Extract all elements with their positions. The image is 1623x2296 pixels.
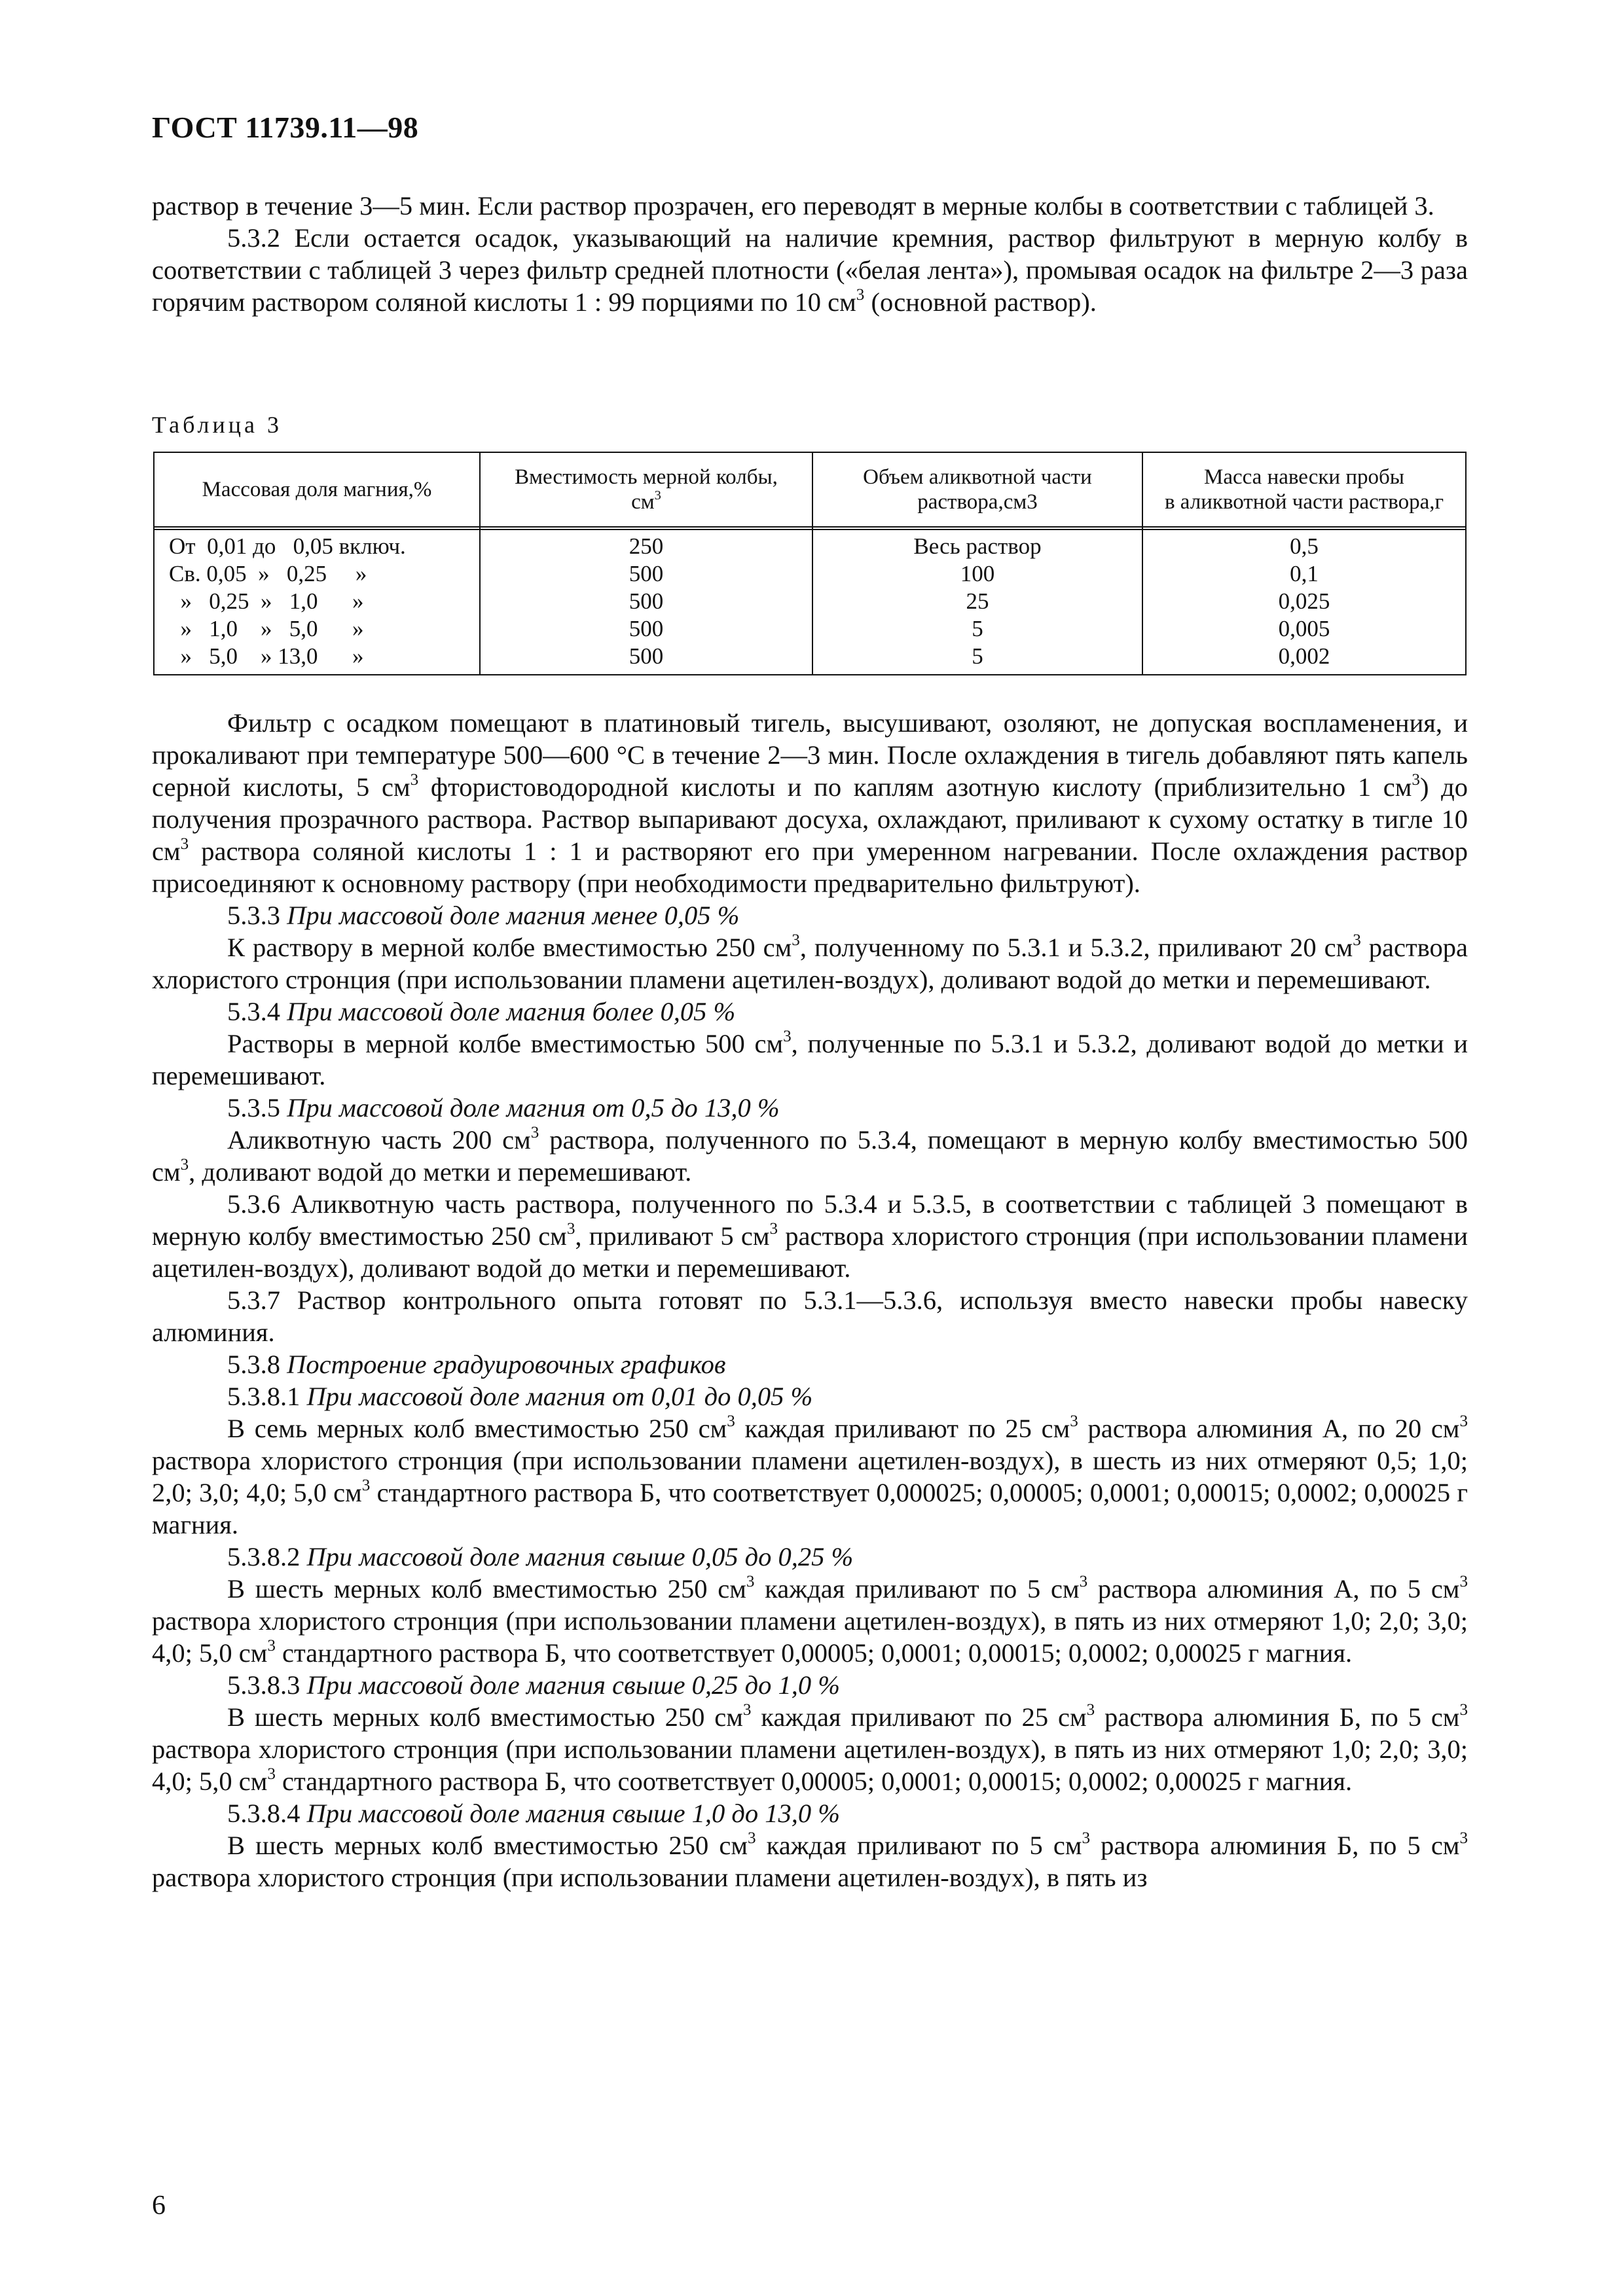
paragraph-5-3-5: Аликвотную часть 200 $см^3$ раствора, полученного по 5.3.4, помещают в мерную колбу вместимостью 500 $см^3$, доливают водой до метки и перемешивают. xyxy=(152,1124,1468,1187)
paragraph-filter: Фильтр с осадком помещают в платиновый тигель, высушивают, озоляют, не допуская воспламенения, и прокаливают при температуре 500—600 °С в течение 2—3 мин. После охлаждения в тигель добавляют пять капель серной кислоты, 5 $см^3$ фтористоводородной кислоты и по каплям азотную кислоту (приблизительно 1 $см^3$) до получения прозрачного раствора. Раствор выпаривают досуха, охлаждают, приливают к сухому остатку в тигле 10 $см^3$ раствора соляной кислоты 1 : 1 и растворяют его при умеренном нагревании. После охлаждения раствор присоединяют к основному раствору (при необходимости предварительно фильтруют). xyxy=(152,708,1468,898)
header-sample-mass: Масса навески пробы в аликвотной части раствора,г xyxy=(1164,465,1444,514)
table-caption: Таблица 3 xyxy=(152,412,282,438)
table-row: » 5,0 » 13,0 » 500 5 0,002 xyxy=(169,643,1330,669)
heading-5-3-8: 5.3.8 Построение градуировочных графиков xyxy=(227,1350,726,1379)
paragraph-5-3-8-1: В семь мерных колб вместимостью 250 $см^3$ каждая приливают по 25 $см^3$ раствора алюминия А, по 20 $см^3$ раствора хлористого стронция (при использовании пламени ацетилен-воздух), в шесть из них отмеряют 0,5; 1,0; 2,0; 3,0; 4,0; 5,0 $см^3$ стандартного раствора Б, что соответствует 0,000025; 0,00005; 0,0001; 0,00015; 0,0002; 0,00025 г магния. xyxy=(152,1412,1468,1539)
document-header: ГОСТ 11739.11—98 xyxy=(152,111,419,144)
paragraph-5-3-3: К раствору в мерной колбе вместимостью 250 $см^3$, полученному по 5.3.1 и 5.3.2, приливают 20 $см^3$ раствора хлористого стронция (при использовании пламени ацетилен-воздух), доливают водой до метки и перемешивают. xyxy=(152,931,1468,994)
table-row: От 0,01 до 0,05 включ. 250 Весь раствор 0,5 xyxy=(169,533,1319,559)
header-aliquot-volume: Объем аликвотной части раствора,см3 xyxy=(863,465,1092,514)
heading-5-3-8-2: 5.3.8.2 При массовой доле магния свыше 0,05 до 0,25 % xyxy=(227,1542,854,1571)
heading-5-3-3: 5.3.3 При массовой доле магния менее 0,05 % xyxy=(227,901,740,930)
paragraph-5-3-2: 5.3.2 Если остается осадок, указывающий на наличие кремния, раствор фильтруют в мерную колбу в соответствии с таблицей 3 через фильтр средней плотности («белая лента»), промывая осадок на фильтре 2—3 раза горячим раствором соляной кислоты 1 : 99 порциями по 10 $см^3$ (основной раствор). xyxy=(152,223,1468,317)
table-row: » 1,0 » 5,0 » 500 5 0,005 xyxy=(169,616,1330,641)
paragraph-5-3-8-2: В шесть мерных колб вместимостью 250 $см^3$ каждая приливают по 5 $см^3$ раствора алюминия А, по 5 $см^3$ раствора хлористого стронция (при использовании пламени ацетилен-воздух), в пять из них отмеряют 1,0; 2,0; 3,0; 4,0; 5,0 $см^3$ стандартного раствора Б, что соответствует 0,00005; 0,0001; 0,00015; 0,0002; 0,00025 г магния. xyxy=(152,1573,1468,1668)
table-row: » 0,25 » 1,0 » 500 25 0,025 xyxy=(169,588,1330,614)
main-text xyxy=(152,707,1468,1893)
data-table xyxy=(153,452,1467,675)
header-mass-fraction: Массовая доля магния,% xyxy=(202,478,432,501)
header-flask-volume: Вместимость мерной колбы, $см^3$ xyxy=(515,465,778,514)
table-header-row xyxy=(155,453,1465,530)
heading-5-3-8-1: 5.3.8.1 При массовой доле магния от 0,01 до 0,05 % xyxy=(227,1382,813,1411)
table-body xyxy=(155,530,1465,674)
paragraph-5-3-6: 5.3.6 Аликвотную часть раствора, полученного по 5.3.4 и 5.3.5, в соответствии с таблицей 3 помещают в мерную колбу вместимостью 250 $см^3$, приливают 5 $см^3$ раствора хлористого стронция (при использовании пламени ацетилен-воздух), доливают водой до метки и перемешивают. xyxy=(152,1189,1468,1283)
heading-5-3-5: 5.3.5 При массовой доле магния от 0,5 до 13,0 % xyxy=(227,1093,780,1122)
heading-5-3-4: 5.3.4 При массовой доле магния более 0,05 % xyxy=(227,997,736,1026)
heading-5-3-8-4: 5.3.8.4 При массовой доле магния свыше 1,0 до 13,0 % xyxy=(227,1799,841,1828)
paragraph-5-3-8-4: В шесть мерных колб вместимостью 250 $см^3$ каждая приливают по 5 $см^3$ раствора алюминия Б, по 5 $см^3$ раствора хлористого стронция (при использовании пламени ацетилен-воздух), в пять из xyxy=(152,1829,1468,1892)
page-number: 6 xyxy=(152,2191,166,2221)
heading-5-3-8-3: 5.3.8.3 При массовой доле магния свыше 0,25 до 1,0 % xyxy=(227,1670,841,1700)
intro-text xyxy=(152,190,1468,318)
table-row: Св. 0,05 » 0,25 » 500 100 0,1 xyxy=(169,561,1319,586)
paragraph-5-3-4: Растворы в мерной колбе вместимостью 500 $см^3$, полученные по 5.3.1 и 5.3.2, доливают водой до метки и перемешивают. xyxy=(152,1028,1468,1090)
paragraph-5-3-7: 5.3.7 Раствор контрольного опыта готовят по 5.3.1—5.3.6, используя вместо навески пробы навеску алюминия. xyxy=(152,1285,1468,1347)
paragraph-5-3-8-3: В шесть мерных колб вместимостью 250 $см^3$ каждая приливают по 25 $см^3$ раствора алюминия Б, по 5 $см^3$ раствора хлористого стронция (при использовании пламени ацетилен-воздух), в пять из них отмеряют 1,0; 2,0; 3,0; 4,0; 5,0 $см^3$ стандартного раствора Б, что соответствует 0,00005; 0,0001; 0,00015; 0,0002; 0,00025 г магния. xyxy=(152,1701,1468,1796)
paragraph: раствор в течение 3—5 мин. Если раствор прозрачен, его переводят в мерные колбы в соответствии с таблицей 3. xyxy=(152,191,1434,221)
